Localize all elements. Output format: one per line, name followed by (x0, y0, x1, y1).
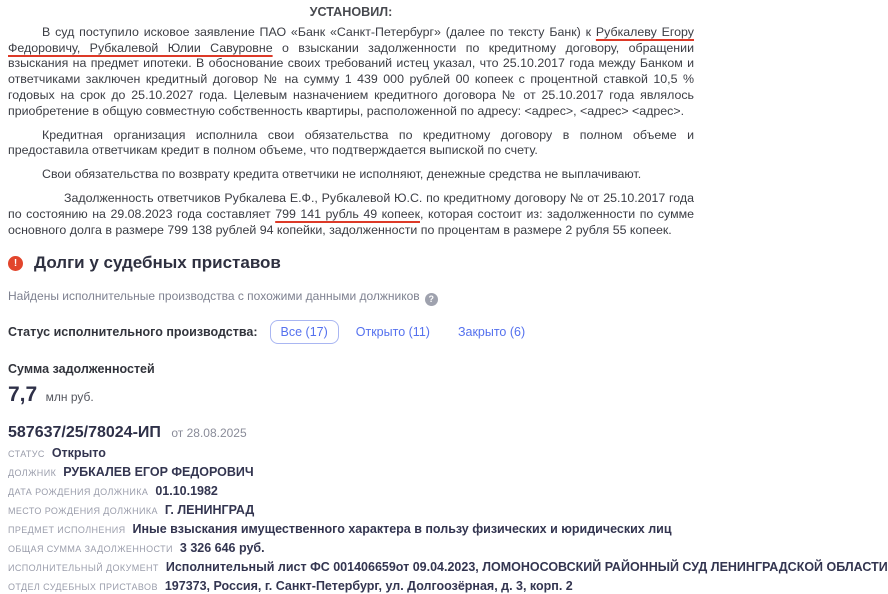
debt-total-value-row (8, 383, 692, 407)
legal-paragraph (8, 128, 694, 160)
status-filter-row (8, 320, 692, 344)
legal-paragraph (8, 167, 694, 183)
case-date: от 28.08.2025 (171, 425, 247, 440)
case-field-row (8, 560, 888, 575)
field-value: 197373, Россия, г. Санкт-Петербург, ул. Долгоозёрная, д. 3, корп. 2 (164, 579, 573, 594)
status-filter-all[interactable]: Все (17) (270, 320, 339, 344)
debt-total-value: 7,7 (8, 382, 38, 406)
case-field-row (8, 542, 692, 556)
court-ruling-excerpt (0, 0, 700, 238)
field-value: Исполнительный лист ФС 001406659от 09.04.2023, ЛОМОНОСОВСКИЙ РАЙОННЫЙ СУД ЛЕНИНГРАДСКОЙ ОБЛАСТИ (165, 560, 888, 575)
field-value: 01.10.1982 (155, 484, 218, 499)
case-header (8, 424, 692, 442)
legal-paragraph (8, 25, 694, 120)
case-number: 587637/25/78024-ИП (8, 423, 161, 441)
field-label: ОБЩАЯ СУММА ЗАДОЛЖЕННОСТИ (8, 544, 173, 555)
field-label: ПРЕДМЕТ ИСПОЛНЕНИЯ (8, 525, 126, 536)
field-value: Г. ЛЕНИНГРАД (164, 503, 255, 518)
debts-section-title: Долги у судебных приставов (34, 253, 281, 273)
status-filter-closed[interactable]: Закрыто (6) (447, 320, 536, 344)
field-value: Открыто (51, 446, 106, 461)
bailiff-debts-section (0, 253, 888, 594)
field-label: ИСПОЛНИТЕЛЬНЫЙ ДОКУМЕНТ (8, 563, 159, 574)
status-filter-label: Статус исполнительного производства: (8, 324, 258, 339)
field-label: СТАТУС (8, 449, 45, 460)
field-value: 3 326 646 руб. (179, 541, 265, 556)
red-underlined-text: Рубкалеву Егору Федоровичу, Рубкалевой Юлии Савуровне (8, 24, 694, 55)
legal-text: Свои обязательства по возврату кредита ответчики не исполняют, денежные средства не выплачивают. (42, 167, 642, 182)
status-filter-options (270, 320, 537, 344)
alert-exclamation-icon: ! (8, 256, 23, 271)
ruling-heading: УСТАНОВИЛ: (309, 5, 393, 19)
case-field-row (8, 466, 692, 480)
debts-subtitle: Найдены исполнительные производства с похожими данными должников (8, 289, 420, 304)
case-field-row (8, 504, 692, 518)
field-label: МЕСТО РОЖДЕНИЯ ДОЛЖНИКА (8, 506, 158, 517)
case-field-row (8, 485, 692, 499)
field-label: ДОЛЖНИК (8, 468, 57, 479)
red-underlined-text: 799 141 рубль 49 копеек (275, 206, 420, 221)
debts-section-header (8, 253, 692, 273)
field-value: Иные взыскания имущественного характера в пользу физических и юридических лиц (132, 522, 672, 537)
legal-paragraphs (8, 25, 694, 239)
case-field-row (8, 523, 692, 537)
legal-text: Задолженность ответчиков Рубкалева Е.Ф., Рубкалевой Ю.С. по кредитному договору № от 25.10.2017 года по состоянию на 29.08.2023 года составляет (8, 190, 694, 221)
legal-text: о взыскании задолженности по кредитному договору, обращении взыскания на предмет ипотеки. В обоснование своих требований истец указал, что 25.10.2017 года между Банком и ответчиками заключен кредитный договор № на сумму 1 439 000 рублей 00 копеек с процентной ставкой 10,5 % годовых на срок до 25.10.2027 года. Целевым назначением кредитного договора № от 25.10.2017 года являлось приобретение в общую совместную собственность квартиры, расположенной по адресу: <адрес>, <адрес> <адрес>. (8, 40, 694, 118)
debt-total-label: Сумма задолженностей (8, 361, 155, 376)
legal-text: Кредитная организация исполнила свои обязательства по кредитному договору в полном объеме и предоставила ответчикам кредит в полном объеме, что подтверждается выпиской по счету. (8, 127, 694, 158)
legal-text: , которая состоит из: задолженности по сумме основного долга в размере 799 138 рублей 94 копейки, задолженности по процентам в размере 2 рубля 55 копеек. (8, 206, 695, 237)
field-label: ОТДЕЛ СУДЕБНЫХ ПРИСТАВОВ (8, 582, 158, 593)
legal-paragraph (8, 191, 694, 238)
case-fields (8, 446, 888, 594)
debts-subtitle-row (8, 289, 692, 306)
case-field-row (8, 580, 692, 594)
legal-text: В суд поступило исковое заявление ПАО «Банк «Санкт-Петербург» (далее по тексту Банк) к (42, 24, 596, 39)
status-filter-open[interactable]: Открыто (11) (345, 320, 441, 344)
help-question-icon[interactable]: ? (425, 293, 438, 306)
case-field-row (8, 447, 692, 461)
debt-total-block (8, 362, 692, 407)
debt-total-unit: млн руб. (45, 389, 94, 404)
field-value: РУБКАЛЕВ ЕГОР ФЕДОРОВИЧ (63, 465, 254, 480)
field-label: ДАТА РОЖДЕНИЯ ДОЛЖНИКА (8, 487, 149, 498)
